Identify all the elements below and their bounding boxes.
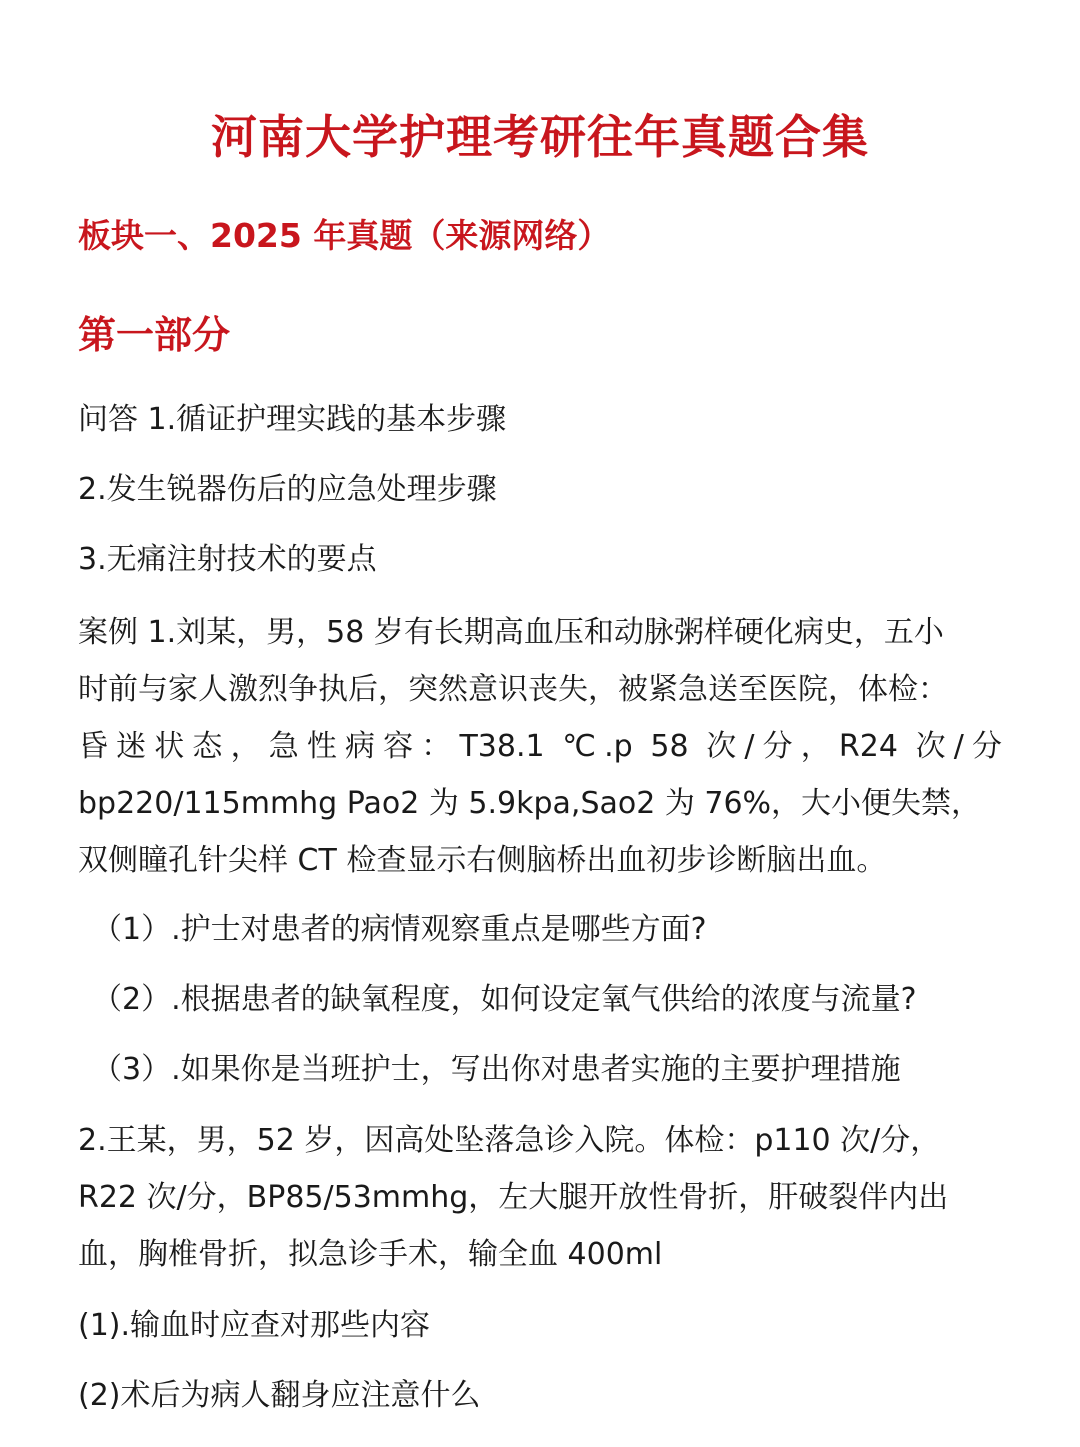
case-1-line: bp220/115mmhg Pao2 为 5.9kpa,Sao2 为 76%，大小便失禁， [78, 786, 982, 821]
qa-question-1: 问答 1.循证护理实践的基本步骤 [78, 402, 507, 437]
case-2-line: 血，胸椎骨折，拟急诊手术，输全血 400ml [78, 1237, 663, 1272]
case-1-description [78, 604, 1002, 889]
case-2-question-2: (2)术后为病人翻身应注意什么 [78, 1378, 481, 1413]
case-2-line: R22 次/分，BP85/53mmhg，左大腿开放性骨折，肝破裂伴内出 [78, 1180, 949, 1215]
case-1-question-3: （3）.如果你是当班护士，写出你对患者实施的主要护理措施 [92, 1052, 901, 1087]
case-2-line: 2.王某，男，52 岁，因高处坠落急诊入院。体检：p110 次/分， [78, 1123, 941, 1158]
case-1-question-2: （2）.根据患者的缺氧程度，如何设定氧气供给的浓度与流量? [92, 982, 917, 1017]
case-1-line: 案例 1.刘某，男，58 岁有长期高血压和动脉粥样硬化病史，五小 [78, 615, 944, 650]
case-1-line: 昏迷状态，急性病容：T38.1 ℃.p 58 次/分，R24 次/分 [78, 729, 1002, 764]
case-1-line: 时前与家人激烈争执后，突然意识丧失，被紧急送至医院，体检： [78, 672, 948, 707]
case-2-question-1: (1).输血时应查对那些内容 [78, 1308, 431, 1343]
qa-question-2: 2.发生锐器伤后的应急处理步骤 [78, 472, 497, 507]
document-title: 河南大学护理考研往年真题合集 [211, 110, 869, 164]
case-1-question-1: （1）.护士对患者的病情观察重点是哪些方面? [92, 912, 707, 947]
section-heading: 板块一、2025 年真题（来源网络） [78, 216, 611, 255]
qa-question-3: 3.无痛注射技术的要点 [78, 542, 377, 577]
case-1-line: 双侧瞳孔针尖样 CT 检查显示右侧脑桥出血初步诊断脑出血。 [78, 843, 887, 878]
part-heading: 第一部分 [78, 313, 231, 357]
case-2-description [78, 1112, 1002, 1283]
